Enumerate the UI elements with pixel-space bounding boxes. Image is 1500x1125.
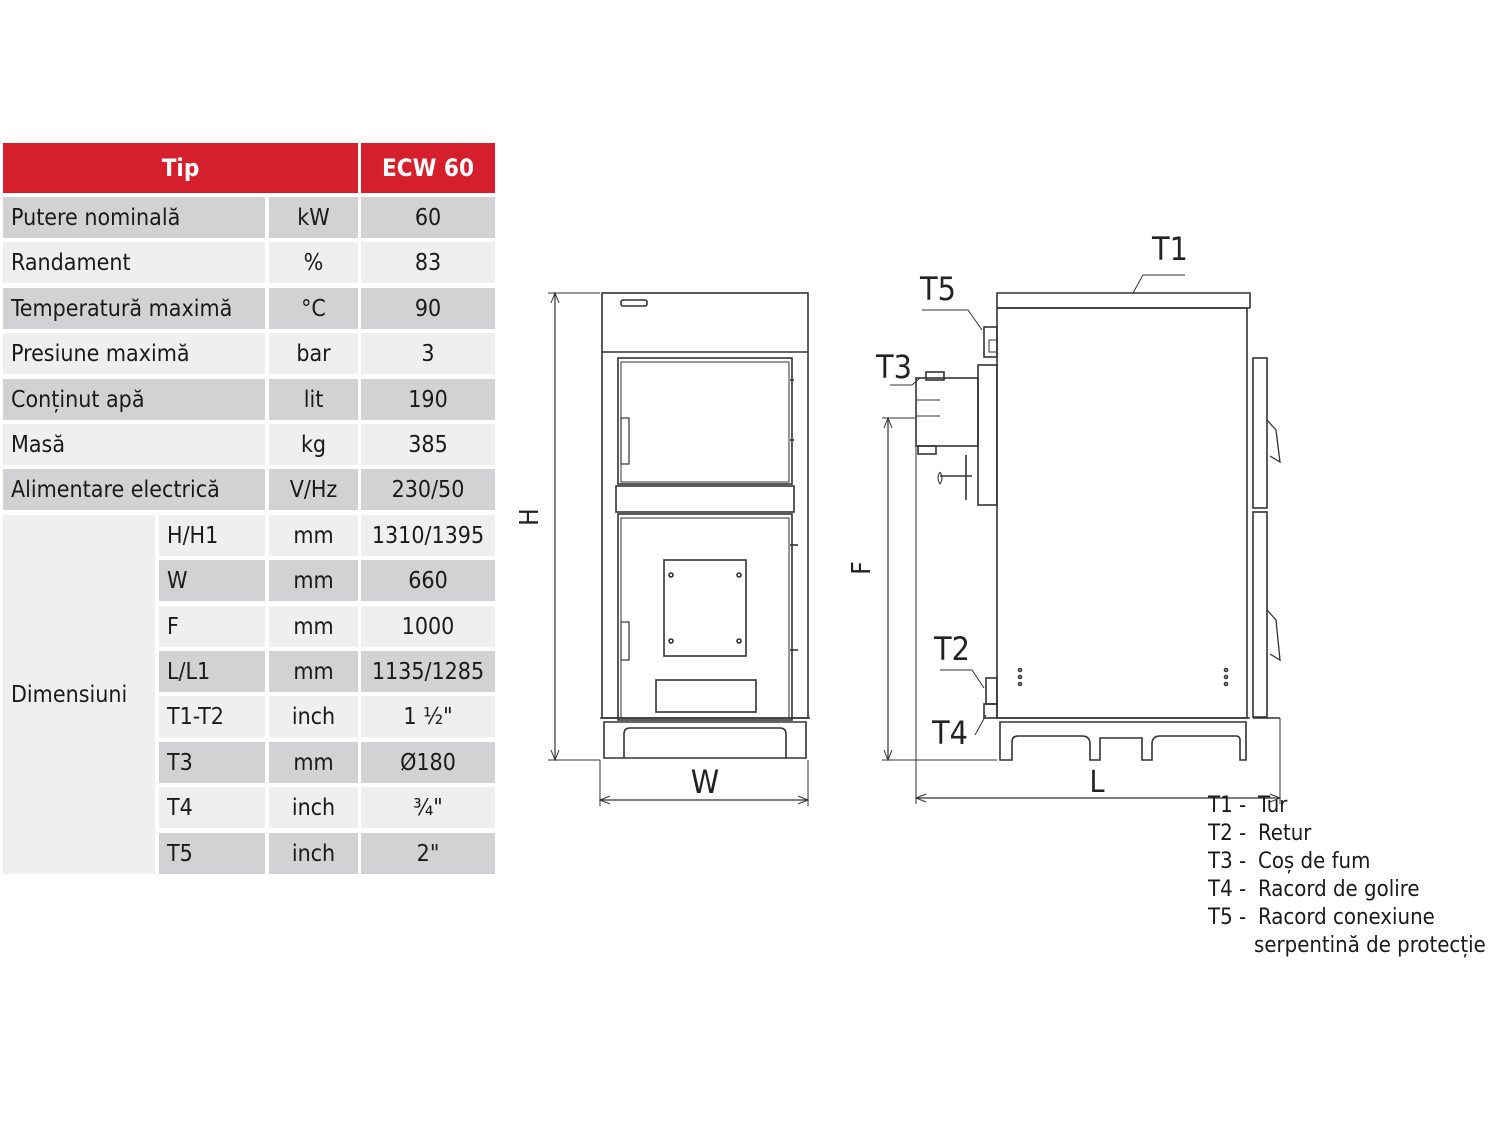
dimension-label: L/L1 (159, 651, 265, 692)
dimension-unit: mm (269, 560, 358, 601)
label-t3: T3 (876, 348, 912, 386)
dimension-value: 2" (361, 833, 495, 874)
label-f: F (847, 561, 877, 575)
dimension-unit: mm (269, 742, 358, 783)
dimension-value: Ø180 (361, 742, 495, 783)
spec-value: 90 (361, 288, 495, 329)
dimension-label: T4 (159, 787, 265, 828)
dimension-label: T1-T2 (159, 696, 265, 737)
legend-code: T4 - (1208, 877, 1247, 902)
dimension-unit: mm (269, 606, 358, 647)
legend-continuation: serpentină de protecție (1254, 933, 1486, 958)
legend-item (1208, 876, 1486, 904)
spec-unit: bar (269, 333, 358, 374)
header-model: ECW 60 (361, 143, 495, 193)
label-w: W (690, 763, 720, 801)
header-type-label: Tip (3, 143, 358, 193)
legend-text: Coș de fum (1258, 849, 1371, 874)
label-l: L (1089, 765, 1105, 800)
dimension-unit: inch (269, 787, 358, 828)
label-h: H (515, 508, 545, 526)
spec-label: Putere nominală (3, 197, 265, 238)
spec-label: Conținut apă (3, 379, 265, 420)
spec-unit: lit (269, 379, 358, 420)
dimension-unit: mm (269, 651, 358, 692)
legend-item (1208, 792, 1486, 820)
label-t2: T2 (934, 630, 970, 668)
connections-legend (1208, 792, 1486, 960)
label-t4: T4 (932, 714, 968, 752)
boiler-drawing (515, 225, 1305, 825)
legend-text: Tur (1258, 793, 1288, 818)
legend-item (1208, 904, 1486, 932)
spec-value: 60 (361, 197, 495, 238)
spec-unit: °C (269, 288, 358, 329)
front-view (548, 293, 810, 806)
legend-code: T5 - (1208, 905, 1247, 930)
legend-code: T1 - (1208, 793, 1247, 818)
spec-label: Temperatură maximă (3, 288, 265, 329)
spec-value: 385 (361, 424, 495, 465)
dimension-unit: inch (269, 833, 358, 874)
spec-unit: V/Hz (269, 469, 358, 510)
dimension-label: T3 (159, 742, 265, 783)
dimension-value: ¾" (361, 787, 495, 828)
dimension-value: 1310/1395 (361, 515, 495, 556)
spec-unit: kg (269, 424, 358, 465)
spec-unit: % (269, 242, 358, 283)
dimension-unit: mm (269, 515, 358, 556)
legend-code: T2 - (1208, 821, 1247, 846)
label-t1: T1 (1152, 230, 1188, 268)
dimension-label: H/H1 (159, 515, 265, 556)
spec-label: Masă (3, 424, 265, 465)
dimension-label: F (159, 606, 265, 647)
spec-value: 230/50 (361, 469, 495, 510)
legend-item (1208, 848, 1486, 876)
dimension-unit: inch (269, 696, 358, 737)
dimension-label: T5 (159, 833, 265, 874)
spec-value: 190 (361, 379, 495, 420)
legend-text: Racord de golire (1258, 877, 1420, 902)
legend-item (1208, 820, 1486, 848)
spec-value: 83 (361, 242, 495, 283)
dimension-label: W (159, 560, 265, 601)
legend-text: Racord conexiune (1258, 905, 1435, 930)
spec-unit: kW (269, 197, 358, 238)
legend-text: Retur (1258, 821, 1312, 846)
dimension-value: 1 ½" (361, 696, 495, 737)
spec-label: Randament (3, 242, 265, 283)
dimensions-group-label: Dimensiuni (3, 515, 155, 874)
legend-code: T3 - (1208, 849, 1247, 874)
dimension-value: 660 (361, 560, 495, 601)
dimension-value: 1135/1285 (361, 651, 495, 692)
spec-value: 3 (361, 333, 495, 374)
spec-label: Alimentare electrică (3, 469, 265, 510)
spec-label: Presiune maximă (3, 333, 265, 374)
spec-table (0, 143, 500, 877)
label-t5: T5 (920, 270, 956, 308)
dimension-value: 1000 (361, 606, 495, 647)
